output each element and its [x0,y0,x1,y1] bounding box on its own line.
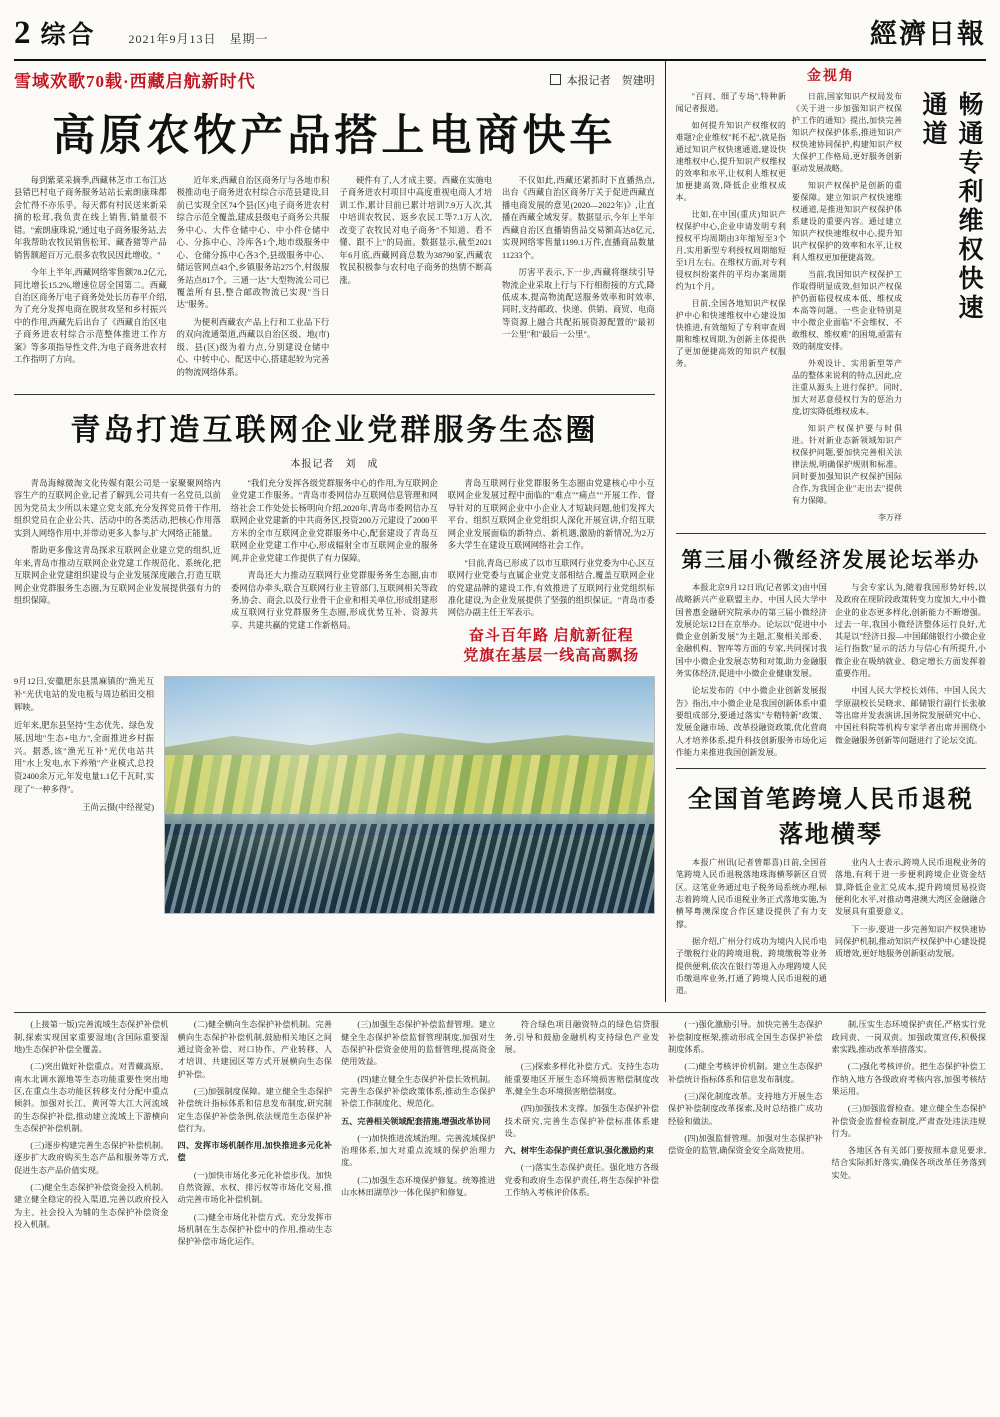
opinion-side-paragraph: 如何提升知识产权维权的难题?企业维权"耗不起",就是指通过知识产权快速通道,建设快速维权中心,提升知识产权维权的效率和水平,让权利人维权更加便捷高效,降低企业维权成本。 [675,121,786,202]
right-divider-2 [676,768,986,769]
doc-paragraph: (三)加强制度保障。建立健全生态保护补偿统计指标体系和信息发布制度,研究制定生态保护补偿条例,依法规范生态保护补偿行为。 [177,1086,332,1133]
right-article3-body [676,857,986,1002]
right-article2-title: 第三届小微经济发展论坛举办 [681,548,981,572]
opinion-paragraph: 外观设计、实用新型等产品的整体来说利的特点,因此,应注重从源头上进行保护。同时,加大对恶意侵权行为的惩治力度,切实降低维权成本。 [791,359,902,416]
section-name: 综合 [40,22,97,49]
red-slogan-line2: 党旗在基层一线高高飘扬 [463,648,640,665]
doc-paragraph: (一)强化激励引导。加快完善生态保护补偿制度框架,推动形成全国生态保护补偿制度体系。 [668,1020,823,1055]
doc-paragraph: (二)健全生态保护补偿资金投入机制。建立健全稳定的投入渠道,完善以政府投入为主、社会投入为辅的生态保护补偿资金投入机制。 [14,1182,169,1229]
right-article2-body [676,582,986,764]
photo-light-glow [165,677,654,913]
doc-paragraph: (三)深化制度改革。支持地方开展生态保护补偿制度改革探索,及时总结推广成功经验和做法。 [668,1091,823,1126]
doc-paragraph: (二)健全横向生态保护补偿机制。完善横向生态保护补偿机制,鼓励相关地区之间通过资金补偿、对口协作、产业转移、人才培训、共建园区等方式开展横向生态保护补偿。 [177,1020,332,1079]
aerial-photo [164,676,655,914]
second-col-2 [231,478,438,666]
doc-paragraph: (二)健全市场化补偿方式。充分发挥市场机制在生态保护补偿中的作用,推动生态保护补偿市场化运作。 [177,1212,332,1247]
opinion-side-text [676,91,786,529]
document-columns [14,1019,986,1253]
right-article3-col-1 [676,857,827,1002]
second-paragraph: "目前,青岛已形成了以市互联网行业党委为中心,区互联网行业党委与直属企业党支部相结合,覆盖互联网企业的党建品牌的建设工作,有效推进了互联网行业党组织标准化建设,为企业发展提供了坚强的组织保证。"青岛市委网信办副主任王军表示。 [447,558,655,618]
lead-paragraph: 近年来,西藏自治区商务厅与各地市积极推动电子商务进农村综合示范县建设,目前已实现全区74个县(区)电子商务进农村综合示范全覆盖,建成县级电子商务公共服务中心、大件仓储中心、中小件仓储中心、分拣中心、冷库各1个,地市级服务中心、仓储分拣中心各3个,县级服务中心、储运管网点43个,乡镇服务站275个,村级服务站点817个。三通一达"大型物流公司已覆盖所有县,整合邮政物流已实现"当日达"服务。 [176,176,330,310]
masthead-left [14,15,269,51]
doc-heading: 四、发挥市场机制作用,加快推进多元化补偿 [177,1141,332,1163]
bottom-divider [14,1012,986,1013]
right-article3-paragraph: 业内人士表示,跨境人民币退税业务的落地,有利于进一步便利跨境企业资金结算,降低企业汇兑成本,提升跨境贸易投资便利化水平,对推动粤港澳大湾区金融融合发展具有重要意义。 [834,858,986,917]
series-banner-title: 雪域欢歌70载·西藏启航新时代 [14,72,256,91]
publication-date: 2021年9月13日 星期一 [128,32,269,46]
lead-col-4 [502,175,655,384]
right-column [665,61,986,1002]
doc-paragraph: (三)探索多样化补偿方式。支持生态功能重要地区开展生态环境损害赔偿制度改革,健全生态环境损害赔偿制度。 [504,1062,659,1096]
opinion-author: 李万祥 [878,513,902,522]
opinion-paragraph: 知识产权保护要与时俱进。针对新业态新领域知识产权保护问题,要加快完善相关法律法规,明确保护规则和标准。同时要加强知识产权保护国际合作,为我国企业"走出去"提供有力保障。 [791,424,902,505]
doc-paragraph: (一)落实生态保护责任。强化地方各级党委和政府生态保护责任,将生态保护补偿工作纳入考核评价体系。 [504,1163,659,1197]
lead-byline [550,72,655,88]
doc-paragraph: 各地区各有关部门要按照本意见要求,结合实际抓好落实,确保各项改革任务落到实处。 [831,1146,986,1180]
right-article3-col-2 [835,857,986,1002]
doc-paragraph: (三)加强监督检查。建立健全生态保护补偿资金监督检查制度,严肃查处违法违规行为。 [831,1104,986,1138]
opinion-paragraph: 当前,我国知识产权保护工作取得明显成效,但知识产权保护仍面临侵权成本低、维权成本高等问题。一些企业特别是中小微企业面临"不会维权、不敢维权、维权难"的困境,亟需有效的制度安排。 [791,270,902,351]
right-article3-paragraph: 下一步,要进一步完善知识产权快速协同保护机制,推动知识产权保护中心建设提质增效,更好地服务创新驱动发展。 [834,924,986,959]
right-article3-paragraph: 据介绍,广州分行成功为境内人民币电子缴税行业的跨境退税、跨境缴税等业务提供便利,依次在银行等退入办理跨境人民币缴退库业务,打通了跨境人民币退税的通道。 [675,936,827,996]
doc-paragraph: (三)逐步构建完善生态保护补偿机制。逐步扩大政府购买生态产品和服务等方式,促进生态产品价值实现。 [14,1141,169,1175]
paper-nameplate: 經濟日報 [870,19,986,49]
red-slogan-line1: 奋斗百年路 启航新征程 [468,627,634,644]
opinion-side-paragraph: "百问、细了专场",特种新闻记者报道。 [675,92,786,113]
photo-caption [14,676,154,914]
second-paragraph: 帮助更多像这青岛探求互联网企业建立党的组织,近年来,青岛市推动互联网企业党建工作规范化、系统化,把互联网企业党建组织建设与企业发展深度融合,打造互联网企业党群服务生态圈,为互联网企业发展提供强有力的组织保障。 [14,546,221,605]
main-column [14,61,665,1002]
opinion-side-paragraph: 比如,在中国(重庆)知识产权保护中心,企业申请发明专利授权平均周期由3年缩短至3个月,实用新型专利授权周期缩短至1月左右。在维权方面,对专利侵权纠纷案件的平均办案周期约为1个月。 [675,210,786,291]
doc-paragraph: (二)健全考核评价机制。建立生态保护补偿统计指标体系和信息发布制度。 [668,1062,823,1084]
second-paragraph: 青岛还大力推动互联网行业党群服务务生态圈,由市委网信办牵头,联合互联网行业主管部门,互联网相关等政务,协会、商会,以及行业骨干企业和相关单位,形成组建形成互联网行业党群服务生态圈,形成优势互补、资源共享、共建共赢的党建工作新格局。 [230,571,438,630]
lead-paragraph: 今年上半年,西藏网络零售额78.2亿元,同比增长15.2%,增速位居全国第二。西藏自治区商务厅电子商务处处长历春平介绍,为了充分发挥电商在脱贫攻坚和乡村振兴中的作用,西藏先后出台了《西藏自治区电子商务进农村综合示范整体推进工作方案》等多项指导性文件,为电子商务进农村工作指明了方向。 [14,268,167,365]
lead-col-1 [14,175,167,384]
bottom-document [0,1012,1000,1253]
page-number: 2 [14,15,31,51]
right-article3-paragraph: 本报广州讯(记者曾都喜)日前,全国首笔跨境人民币退税落地珠海横琴新区自贸区。这笔业务通过电子税务局系统办理,标志着跨境人民币退税业务正式落地实施,为横琴粤澳深度合作区建设提供了有力支撑。 [675,858,827,929]
doc-heading: 五、完善相关领域配套措施,增强改革协同 [341,1116,491,1126]
doc-paragraph: (三)加强生态保护补偿监督管理。建立健全生态保护补偿监督管理制度,加强对生态保护补偿资金使用的监督管理,提高资金使用效益。 [341,1020,496,1067]
photo-block [14,676,655,914]
right-article2-paragraph: 本报北京9月12日讯(记者郭文)由中国战略新兴产业联盟主办、中国人民大学中国普惠金融研究院承办的第三届小微经济发展论坛12日在京举办。论坛以"促进中小微企业创新发展"为主题,汇聚相关部委、金融机构、智库等方面的专家,共同探讨我国中小微企业发展态势和对策,助力金融服务实体经济,促进中小微企业健康发展。 [675,583,827,679]
doc-paragraph: (二)强化考核评价。把生态保护补偿工作纳入地方各级政府考核内容,加强考核结果运用。 [831,1062,986,1096]
opinion-paragraph: 日前,国家知识产权局发布《关于进一步加强知识产权保护工作的通知》提出,加快完善知识产权保护体系,推进知识产权快速协同保护,构建知识产权大保护工作格局,更好服务创新驱动发展战略。 [791,92,902,173]
second-article-headline: 青岛打造互联网企业党群服务生态圈 [70,414,599,447]
second-paragraph: "我们充分发挥各级党群服务中心的作用,为互联网企业党建工作服务。"青岛市委网信办互联网信息管理和网络社会工作处处长杨明向介绍,2020年,青岛市委网信办互联网企业党建新的中共商务区,投资200万元建设了2000平方米的全市互联网企业党群服务中心,配套建设了青岛互联网企业党建工作中心,形成辐射全市互联网企业的服务网,并企业党建工作提供了有力保障。 [230,479,438,563]
doc-col-5 [668,1019,823,1253]
photo-caption-line: 近年来,肥东县坚持"生态优先、绿色发展,因地"生态+电力",全面推进乡村振兴。据悉,该"渔光互补"光伏电站共用"水上发电,水下养殖"产业模式,总投资2400余万元,年发电量1.1亿千瓦时,实现了"一种多得"。 [14,720,154,795]
lead-paragraph: 厉害平表示,下一步,西藏将继续引导物流企业采取上行与下行相衔接的方式,降低成本,提高物流配送服务效率和时效率,同时,支持邮政、快递、供销、商贸、电商等资源上融合共配拓展资源配置的"最初一公里"和"最后一公里"。 [502,268,655,340]
opinion-side-paragraph: 目前,全国各地知识产权保护中心和快速维权中心建设加快推进,有效缩短了专利审查周期和维权周期,为创新主体提供了更加便捷高效的知识产权服务。 [675,299,786,368]
right-article3-title: 全国首笔跨境人民币退税落地横琴 [687,787,974,849]
doc-paragraph: (二)突出做好补偿重点。对青藏高原、南水北调水源地等生态功能重要性突出地区,在重点生态功能区转移支付分配中重点倾斜。加强对长江、黄河等大江大河流域的生态保护补偿,推动建立流域上下游横向生态保护补偿机制。 [14,1062,169,1133]
page-columns [0,61,1000,1002]
doc-paragraph: 符合绿色项目融资特点的绿色信贷服务,引导和鼓励金融机构支持绿色产业发展。 [504,1020,659,1055]
doc-paragraph: (一)加快市场化多元化补偿步伐。加快自然资源、水权、排污权等市场化交易,推动完善市场化补偿机制。 [177,1170,332,1205]
doc-paragraph: (一)加快推进流域治理。完善流域保护治理体系,加大对重点流域的保护治理力度。 [341,1133,496,1168]
lead-paragraph: 不仅如此,西藏还紧抓时下直播热点,出台《西藏自治区商务厅关于促进西藏直播电商发展的意见(2020—2022年)》,让直播在西藏全域发芽。数据显示,今年上半年西藏自治区直播销售品交易额高达8亿元,实现网络零售量1199.1万件,直播商品数量11233个。 [502,176,655,260]
square-bullet-icon [550,74,561,85]
doc-col-1 [14,1019,169,1253]
second-article-byline: 本报记者 刘 成 [290,459,379,470]
second-article-body [14,478,655,666]
series-banner [14,67,655,92]
doc-heading: 六、树牢生态保护责任意识,强化激励约束 [504,1146,654,1156]
opinion-mid-text [792,91,902,529]
opinion-paragraph: 知识产权保护是创新的重要保障。建立知识产权快速维权通道,是推进知识产权保护体系建设的重要内容。通过建立知识产权快速维权中心,提升知识产权保护的效率和水平,让权利人维权更加便捷高效。 [791,181,902,262]
right-article2-col-2 [835,582,986,764]
lead-paragraph: 硬件有了,人才成主要。西藏在实施电子商务进农村项目中高度重视电商人才培训工作,累计目前已累计培训7.9万人次,其中培训农牧民、返乡农民工等7.1万人次,改变了农牧民对电子商务"不知道、看不懂、跟不上"的局面。数据显示,截至2021年6月底,西藏网商总数为38790家,西藏农牧民积极参与农村电子商务的热情不断高涨。 [339,176,493,285]
doc-paragraph: (四)加强技术支撑。加强生态保护补偿技术研究,完善生态保护补偿标准体系建设。 [504,1104,659,1138]
photo-credit: 王尚云摄(中经视觉) [82,803,154,813]
lead-headline: 高原农牧产品搭上电商快车 [52,113,617,160]
doc-col-4 [505,1019,660,1253]
masthead [0,0,1000,57]
doc-col-6 [832,1019,987,1253]
lead-byline-text: 本报记者 贺建明 [566,74,655,87]
lead-paragraph: 为便利西藏农产品上行和工业品下行的双向流通渠道,西藏以自治区级、地(市)级、县(区)级为着力点,分别建设仓储中心、中转中心、配送中心,搭建起较为完善的物流网络体系。 [176,317,330,377]
right-article2-col-1 [676,582,827,764]
doc-paragraph: 制,压实生态环境保护责任,严格实行党政同责、一岗双责。加强政策宣传,积极探索实践,推动改革举措落实。 [831,1020,986,1055]
lead-body [14,175,655,384]
second-col-3 [448,478,655,666]
lead-col-2 [177,175,330,384]
doc-paragraph: (四)加强监督管理。加强对生态保护补偿资金的监管,确保资金安全高效使用。 [668,1133,823,1156]
second-paragraph: 青岛互联网行业党群服务生态圈由党建核心中小互联网企业发展过程中面临的"难点""痛点""开展工作、督导针对的互联网企业中小企业人才短缺问题,他们发挥大平台、组织互联网企业党组织人深化开展宣讲,介绍互联网企业发展面临的新特点、新机遇,激励的新情况,为2万多大学生在建设互联网网络社会工作。 [447,479,655,551]
right-article2-paragraph: 论坛发布的《中小微企业创新发展报告》指出,中小微企业是我国创新体系中重要组成部分,要通过落实"专精特新"政策、发展金融市场、改革投融资政策,优化营商人才培养体系,提升科技创新服务市场化运作能力来推进我国创新发展。 [675,686,827,757]
right-divider-1 [676,533,986,534]
second-paragraph: 青岛海鲸微淘文化传媒有限公司是一家聚聚网络内容生产的互联网企业,记者了解到,公司共有一名党员,以前因为党员太少所以未建立党支部,充分发挥党员骨干作用,组织党员在企业公共、活动中的各类活动,把核心作用落实到人网络作用中,并带动更多人参与,扩大网络正能量。 [14,479,221,538]
second-col-1 [14,478,221,666]
right-article2-paragraph: 与会专家认为,随着我国形势好转,以及政府在现阶段政策转变力度加大,中小微企业的业态更多样化,创新能力不断增强。过去一年,我国小微经济整体运行良好,尤其是以"经济日报—中国邮储银行小微企业运行指数"显示的活力与信心有所提升,小微企业在吸纳就业、稳定增长方面发挥着重要作用。 [834,583,986,679]
section-divider [14,394,655,395]
lead-col-3 [339,175,492,384]
doc-paragraph: (四)建立健全生态保护补偿长效机制。完善生态保护补偿政策体系,推动生态保护补偿工作制度化、规范化。 [341,1074,496,1109]
right-article2-paragraph: 中国人民大学校长刘伟、中国人民大学原副校长吴晓求、邮储银行副行长张敏等出席并发表演讲,国务院发展研究中心、中国社科院等机构专家学者出席并围绕小微金融服务创新等问题进行了论坛交流。 [834,686,986,745]
red-slogan [448,626,655,667]
right-kicker: 金视角 [806,69,855,84]
photo-caption-line: 9月12日,安徽肥东县黑麻镇的"渔光互补"光伏电站的发电板与周边稻田交相辉映。 [14,677,154,713]
doc-col-3 [341,1019,496,1253]
opinion-vertical-headline: 畅通专利维权快速通道 [919,91,982,323]
doc-paragraph: (上接第一版)完善流域生态保护补偿机制,探索实现国家重要湿地(含国际重要湿地)生态保护补偿全覆盖。 [14,1020,169,1055]
lead-paragraph: 每到紫菜采摘季,西藏林芝市工布江达县错巴村电子商务服务站站长索朗康珠都会忙得不亦乐乎。每天都有村民送来新采摘的松茸,我负责在线上销售,销量很不错。"索朗康珠说,"通过电子商务服务站,去年我帮助农牧民销售松茸、藏香猪等产品销售额超百万元,很多农牧民因此增收。" [14,176,167,260]
doc-col-2 [178,1019,333,1253]
doc-paragraph: (二)加强生态环境保护修复。统筹推进山水林田湖草沙一体化保护和修复。 [341,1175,496,1197]
opinion-head-block [676,91,986,529]
